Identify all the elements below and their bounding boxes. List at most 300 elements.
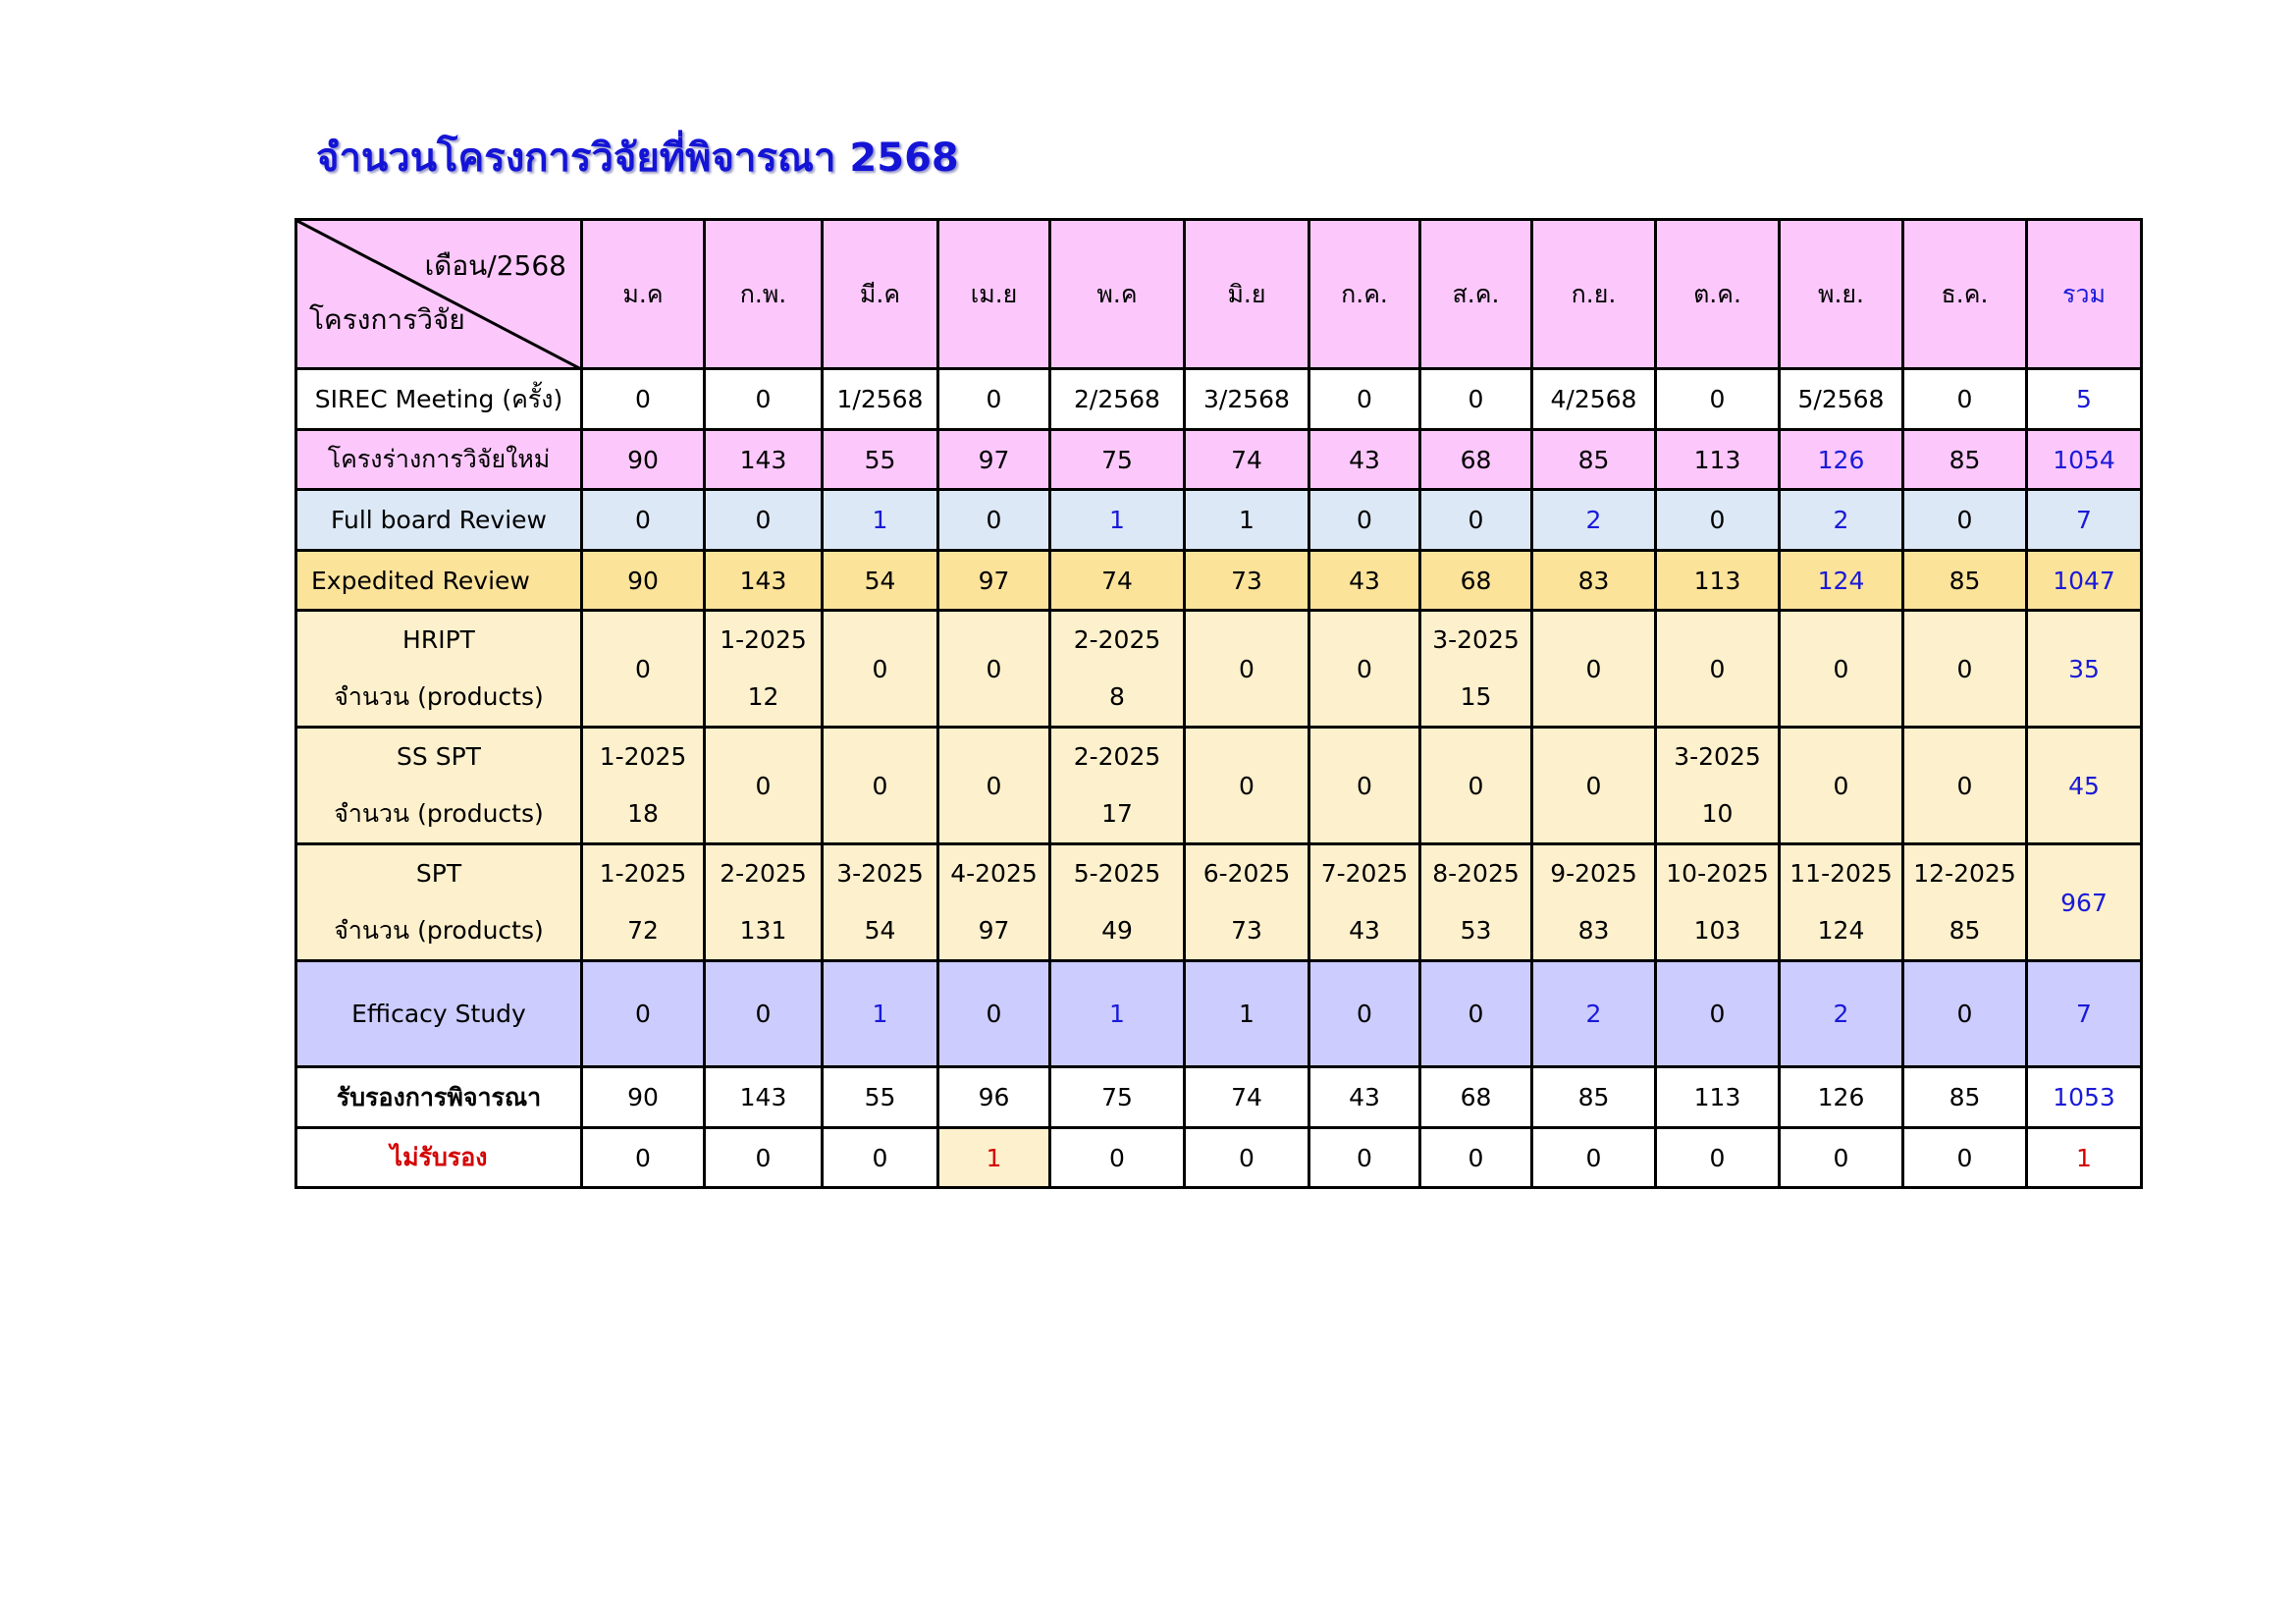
data-cell <box>1420 844 1532 961</box>
data-cell <box>1532 728 1656 844</box>
cell-value: 1 <box>1109 1000 1125 1028</box>
data-cell <box>1185 961 1309 1067</box>
data-cell <box>1050 1128 1185 1188</box>
data-cell <box>1185 728 1309 844</box>
cell-value: 0 <box>1956 654 1973 683</box>
header-total: รวม <box>2027 220 2142 369</box>
cell-value: 967 <box>2060 888 2108 917</box>
row-label <box>296 551 582 611</box>
cell-value: 1 <box>1109 506 1125 534</box>
cell-value: 6-2025 <box>1202 859 1291 888</box>
row-label-text: จำนวน (products) <box>334 682 544 711</box>
cell-value: 0 <box>872 654 888 683</box>
header-month: ธ.ค. <box>1903 220 2027 369</box>
cell-value: 0 <box>986 385 1002 413</box>
cell-value: 0 <box>1468 506 1484 534</box>
data-cell <box>1656 961 1780 1067</box>
cell-value: 85 <box>1577 445 1610 474</box>
cell-value: 45 <box>2068 771 2100 800</box>
data-cell <box>582 1128 705 1188</box>
data-cell <box>823 551 938 611</box>
cell-value: 0 <box>755 385 772 413</box>
data-cell <box>1185 369 1309 430</box>
data-cell <box>1903 430 2027 490</box>
row-label <box>296 369 582 430</box>
row-label-text: HRIPT <box>402 625 475 654</box>
cell-value: 97 <box>978 916 1010 945</box>
data-cell <box>938 369 1050 430</box>
cell-value: 143 <box>739 566 787 595</box>
table-row <box>296 551 2142 611</box>
data-cell <box>1050 551 1185 611</box>
cell-value: 1-2025 <box>599 742 687 771</box>
row-label <box>296 961 582 1067</box>
cell-value: 0 <box>986 771 1002 800</box>
data-cell <box>1420 369 1532 430</box>
cell-value: 2-2025 <box>1073 625 1161 654</box>
cell-value: 68 <box>1460 1083 1492 1111</box>
cell-value: 131 <box>739 916 787 945</box>
cell-value: 1 <box>1239 506 1255 534</box>
data-cell <box>1780 551 1903 611</box>
data-cell <box>1185 551 1309 611</box>
cell-value: 1 <box>986 1143 1002 1172</box>
data-cell <box>823 490 938 551</box>
data-cell <box>582 611 705 728</box>
data-cell <box>1420 430 1532 490</box>
data-cell <box>1780 844 1903 961</box>
header-month: ต.ค. <box>1656 220 1780 369</box>
cell-value: 7 <box>2076 506 2092 534</box>
cell-value: 0 <box>1709 385 1726 413</box>
cell-value: 12-2025 <box>1913 859 2016 888</box>
header-month: ก.พ. <box>705 220 823 369</box>
cell-value: 74 <box>1101 566 1133 595</box>
cell-value: 75 <box>1101 1083 1133 1111</box>
data-cell <box>823 844 938 961</box>
cell-value: 54 <box>864 916 896 945</box>
row-label-text: ไม่รับรอง <box>390 1143 488 1171</box>
header-row <box>296 220 2142 369</box>
header-month: พ.ค <box>1050 220 1185 369</box>
cell-value: 0 <box>1239 1143 1255 1172</box>
cell-value: 43 <box>1349 445 1380 474</box>
row-label-text: โครงร่างการวิจัยใหม่ <box>327 445 551 473</box>
table-row <box>296 961 2142 1067</box>
data-cell <box>823 430 938 490</box>
cell-value: 73 <box>1231 916 1262 945</box>
cell-value: 10-2025 <box>1666 859 1769 888</box>
diagonal-divider <box>297 221 582 369</box>
total-cell <box>2027 1067 2142 1128</box>
cell-value: 2 <box>1833 1000 1849 1028</box>
data-cell <box>1903 728 2027 844</box>
data-cell <box>1656 728 1780 844</box>
data-cell <box>1185 1128 1309 1188</box>
data-cell <box>1656 551 1780 611</box>
data-cell <box>1532 961 1656 1067</box>
data-cell <box>1656 369 1780 430</box>
data-cell <box>1780 490 1903 551</box>
cell-value: 4/2568 <box>1550 385 1637 413</box>
data-cell <box>823 1067 938 1128</box>
row-label <box>296 1128 582 1188</box>
data-cell <box>1780 369 1903 430</box>
row-label-text: Expedited Review <box>311 566 530 595</box>
cell-value: 113 <box>1693 566 1741 595</box>
data-cell <box>1050 728 1185 844</box>
data-cell <box>1903 1128 2027 1188</box>
cell-value: 0 <box>1357 1143 1372 1172</box>
corner-project-label: โครงการวิจัย <box>309 303 465 336</box>
cell-value: 2-2025 <box>1073 742 1161 771</box>
data-cell <box>705 611 823 728</box>
data-cell <box>938 728 1050 844</box>
cell-value: 90 <box>627 1083 659 1111</box>
total-cell <box>2027 611 2142 728</box>
data-cell <box>1309 551 1420 611</box>
row-label-text: Full board Review <box>330 506 548 534</box>
cell-value: 2 <box>1585 1000 1602 1028</box>
data-cell <box>823 611 938 728</box>
cell-value: 0 <box>1109 1143 1125 1172</box>
cell-value: 0 <box>1709 506 1726 534</box>
cell-value: 97 <box>978 566 1010 595</box>
data-cell <box>1309 490 1420 551</box>
row-label <box>296 844 582 961</box>
data-cell <box>1309 1128 1420 1188</box>
data-cell <box>938 430 1050 490</box>
data-cell <box>1656 1128 1780 1188</box>
data-cell <box>1780 728 1903 844</box>
cell-value: 0 <box>1585 1143 1602 1172</box>
cell-value: 85 <box>1577 1083 1610 1111</box>
data-cell <box>1420 1128 1532 1188</box>
cell-value: 97 <box>978 445 1010 474</box>
data-cell <box>1420 1067 1532 1128</box>
cell-value: 1053 <box>2053 1083 2115 1111</box>
cell-value: 0 <box>1357 654 1372 683</box>
data-cell <box>705 1128 823 1188</box>
data-cell <box>582 551 705 611</box>
data-cell <box>1780 1128 1903 1188</box>
data-cell <box>705 369 823 430</box>
header-month: เม.ย <box>938 220 1050 369</box>
data-cell <box>705 430 823 490</box>
page-title: จำนวนโครงการวิจัยที่พิจารณา 2568 <box>316 135 959 181</box>
cell-value: 113 <box>1693 1083 1741 1111</box>
cell-value: 9-2025 <box>1550 859 1637 888</box>
cell-value: 2-2025 <box>720 859 807 888</box>
cell-value: 1 <box>2076 1143 2092 1172</box>
cell-value: 0 <box>872 1143 888 1172</box>
data-cell <box>1532 844 1656 961</box>
data-cell <box>1420 490 1532 551</box>
total-cell <box>2027 430 2142 490</box>
data-cell <box>582 369 705 430</box>
cell-value: 7 <box>2076 1000 2092 1028</box>
corner-month-label: เดือน/2568 <box>424 249 566 282</box>
cell-value: 143 <box>739 1083 787 1111</box>
cell-value: 2 <box>1833 506 1849 534</box>
cell-value: 0 <box>1468 1143 1484 1172</box>
data-cell <box>938 1067 1050 1128</box>
cell-value: 85 <box>1949 566 1981 595</box>
data-cell <box>1780 430 1903 490</box>
table-row <box>296 490 2142 551</box>
table-row <box>296 430 2142 490</box>
data-cell <box>1532 611 1656 728</box>
data-cell <box>938 551 1050 611</box>
research-projects-table <box>294 218 2143 1189</box>
table-row <box>296 611 2142 728</box>
corner-header-cell <box>296 220 582 369</box>
cell-value: 126 <box>1817 1083 1865 1111</box>
data-cell <box>1185 1067 1309 1128</box>
cell-value: 0 <box>635 654 651 683</box>
cell-value: 5/2568 <box>1797 385 1885 413</box>
cell-value: 124 <box>1817 916 1865 945</box>
cell-value: 1 <box>872 506 888 534</box>
row-label-text: SS SPT <box>397 742 481 771</box>
cell-value: 0 <box>986 654 1002 683</box>
cell-value: 85 <box>1949 445 1981 474</box>
table-row <box>296 1067 2142 1128</box>
cell-value: 0 <box>1239 771 1255 800</box>
cell-value: 0 <box>986 1000 1002 1028</box>
data-cell <box>1309 728 1420 844</box>
data-cell <box>1532 369 1656 430</box>
cell-value: 74 <box>1231 1083 1262 1111</box>
data-cell <box>1050 490 1185 551</box>
data-cell <box>1780 611 1903 728</box>
cell-value: 90 <box>627 445 659 474</box>
data-cell <box>1532 490 1656 551</box>
cell-value: 0 <box>1357 771 1372 800</box>
data-cell <box>1309 430 1420 490</box>
cell-value: 4-2025 <box>950 859 1038 888</box>
table-row <box>296 844 2142 961</box>
row-label-text: SIREC Meeting (ครั้ง) <box>314 384 563 413</box>
data-cell <box>1050 369 1185 430</box>
cell-value: 1/2568 <box>836 385 924 413</box>
data-cell <box>1420 961 1532 1067</box>
cell-value: 68 <box>1460 566 1492 595</box>
table-row <box>296 1128 2142 1188</box>
cell-value: 1-2025 <box>599 859 687 888</box>
total-cell <box>2027 369 2142 430</box>
data-cell <box>582 430 705 490</box>
cell-value: 143 <box>739 445 787 474</box>
cell-value: 83 <box>1577 916 1610 945</box>
data-cell <box>1656 490 1780 551</box>
cell-value: 0 <box>635 1000 651 1028</box>
row-label <box>296 1067 582 1128</box>
header-month: ม.ค <box>582 220 705 369</box>
cell-value: 18 <box>627 799 659 828</box>
data-cell <box>1656 430 1780 490</box>
row-label <box>296 611 582 728</box>
cell-value: 1054 <box>2053 445 2115 474</box>
data-cell <box>823 369 938 430</box>
total-cell <box>2027 490 2142 551</box>
data-cell <box>705 728 823 844</box>
cell-value: 0 <box>1709 1000 1726 1028</box>
data-cell <box>1532 1128 1656 1188</box>
data-cell <box>582 728 705 844</box>
table-row <box>296 369 2142 430</box>
header-month: ก.ย. <box>1532 220 1656 369</box>
cell-value: 3-2025 <box>1432 625 1520 654</box>
data-cell <box>1309 1067 1420 1128</box>
data-cell <box>1050 844 1185 961</box>
cell-value: 8 <box>1109 682 1125 711</box>
data-cell <box>1532 430 1656 490</box>
row-label-text: SPT <box>415 859 462 888</box>
cell-value: 0 <box>872 771 888 800</box>
cell-value: 0 <box>1357 506 1372 534</box>
cell-value: 0 <box>1833 771 1849 800</box>
cell-value: 43 <box>1349 1083 1380 1111</box>
cell-value: 72 <box>627 916 659 945</box>
data-cell <box>1656 611 1780 728</box>
data-cell <box>1420 611 1532 728</box>
data-cell <box>705 961 823 1067</box>
data-cell <box>1185 844 1309 961</box>
data-cell <box>1903 844 2027 961</box>
data-cell <box>1185 430 1309 490</box>
data-cell <box>1309 844 1420 961</box>
cell-value: 0 <box>1833 1143 1849 1172</box>
data-cell <box>1656 844 1780 961</box>
cell-value: 54 <box>864 566 896 595</box>
data-cell <box>1185 611 1309 728</box>
data-cell <box>705 551 823 611</box>
data-cell <box>582 844 705 961</box>
row-label-text: จำนวน (products) <box>334 799 544 828</box>
data-cell <box>705 490 823 551</box>
cell-value: 1 <box>1239 1000 1255 1028</box>
total-cell <box>2027 728 2142 844</box>
cell-value: 35 <box>2068 654 2100 683</box>
cell-value: 0 <box>1468 1000 1484 1028</box>
cell-value: 10 <box>1701 799 1734 828</box>
data-cell <box>938 961 1050 1067</box>
data-cell <box>938 844 1050 961</box>
cell-value: 0 <box>1709 654 1726 683</box>
cell-value: 85 <box>1949 1083 1981 1111</box>
data-cell <box>1050 961 1185 1067</box>
data-cell <box>938 490 1050 551</box>
data-cell <box>582 1067 705 1128</box>
header-month: พ.ย. <box>1780 220 1903 369</box>
cell-value: 11-2025 <box>1789 859 1893 888</box>
cell-value: 0 <box>1357 1000 1372 1028</box>
data-cell <box>1420 551 1532 611</box>
data-cell <box>1656 1067 1780 1128</box>
cell-value: 55 <box>864 1083 896 1111</box>
cell-value: 1-2025 <box>720 625 807 654</box>
data-cell <box>582 961 705 1067</box>
row-label <box>296 490 582 551</box>
header-month: ส.ค. <box>1420 220 1532 369</box>
cell-value: 0 <box>755 1000 772 1028</box>
cell-value: 73 <box>1231 566 1262 595</box>
data-cell <box>1185 490 1309 551</box>
cell-value: 3/2568 <box>1203 385 1290 413</box>
cell-value: 83 <box>1577 566 1610 595</box>
cell-value: 2/2568 <box>1074 385 1160 413</box>
cell-value: 0 <box>1956 506 1973 534</box>
data-cell <box>1309 961 1420 1067</box>
cell-value: 0 <box>1585 654 1602 683</box>
data-cell <box>1050 1067 1185 1128</box>
table-row <box>296 728 2142 844</box>
data-cell <box>938 1128 1050 1188</box>
cell-value: 3-2025 <box>1674 742 1761 771</box>
data-cell <box>823 1128 938 1188</box>
cell-value: 0 <box>1956 1143 1973 1172</box>
cell-value: 12 <box>747 682 779 711</box>
data-cell <box>705 844 823 961</box>
cell-value: 3-2025 <box>836 859 924 888</box>
cell-value: 43 <box>1349 916 1380 945</box>
cell-value: 68 <box>1460 445 1492 474</box>
data-cell <box>1309 611 1420 728</box>
row-label <box>296 430 582 490</box>
cell-value: 0 <box>755 771 772 800</box>
cell-value: 0 <box>1468 771 1484 800</box>
cell-value: 0 <box>755 1143 772 1172</box>
data-cell <box>823 961 938 1067</box>
row-label-text: Efficacy Study <box>351 1000 526 1028</box>
cell-value: 2 <box>1585 506 1602 534</box>
cell-value: 0 <box>1833 654 1849 683</box>
cell-value: 53 <box>1460 916 1492 945</box>
data-cell <box>1903 611 2027 728</box>
data-cell <box>705 1067 823 1128</box>
cell-value: 90 <box>627 566 659 595</box>
cell-value: 113 <box>1693 445 1741 474</box>
cell-value: 126 <box>1817 445 1865 474</box>
total-cell <box>2027 961 2142 1067</box>
cell-value: 0 <box>1709 1143 1726 1172</box>
header-month: มิ.ย <box>1185 220 1309 369</box>
row-label <box>296 728 582 844</box>
data-cell <box>1780 961 1903 1067</box>
data-cell <box>1050 611 1185 728</box>
row-label-text: รับรองการพิจารณา <box>336 1082 542 1111</box>
data-cell <box>938 611 1050 728</box>
cell-value: 8-2025 <box>1432 859 1520 888</box>
cell-value: 0 <box>1357 385 1372 413</box>
data-cell <box>1532 551 1656 611</box>
cell-value: 0 <box>755 506 772 534</box>
cell-value: 0 <box>1956 771 1973 800</box>
cell-value: 0 <box>635 385 651 413</box>
cell-value: 55 <box>864 445 896 474</box>
data-cell <box>1309 369 1420 430</box>
data-cell <box>1903 961 2027 1067</box>
cell-value: 96 <box>978 1083 1010 1111</box>
cell-value: 0 <box>986 506 1002 534</box>
data-cell <box>1532 1067 1656 1128</box>
cell-value: 7-2025 <box>1320 859 1409 888</box>
cell-value: 0 <box>1585 771 1602 800</box>
cell-value: 15 <box>1460 682 1492 711</box>
header-month: มี.ค <box>823 220 938 369</box>
cell-value: 17 <box>1101 799 1133 828</box>
